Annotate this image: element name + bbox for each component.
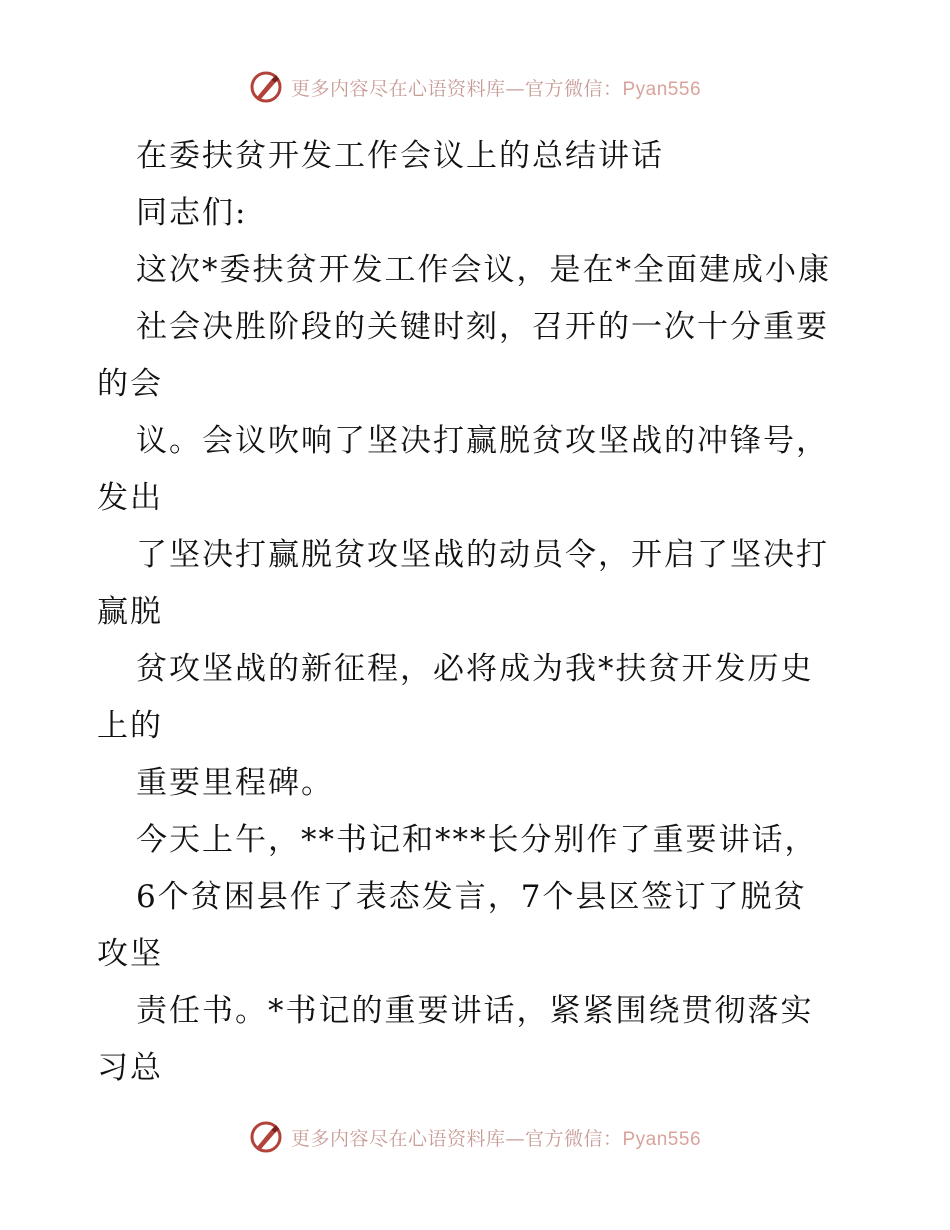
text-line: 重要里程碑。 [136,765,334,801]
text-line: 6个贫困县作了表态发言，7个县区签订了脱贫 [136,879,807,915]
text-line: 了坚决打赢脱贫攻坚战的动员令，开启了坚决打 [136,537,829,573]
text-line: 贫攻坚战的新征程，必将成为我*扶贫开发历史 [136,651,814,687]
text-line: 社会决胜阶段的关键时刻，召开的一次十分重要 [136,309,829,345]
text-line: 发出 [97,480,163,516]
document-title: 在委扶贫开发工作会议上的总结讲话 [136,138,664,174]
footer-banner [0,1120,950,1160]
text-line: 的会 [97,366,163,402]
banner-text: 更多内容尽在心语资料库—官方微信：Pyan556 [290,77,702,100]
document-body [97,128,857,1097]
pen-logo-icon [249,70,283,104]
text-line: 今天上午，**书记和***长分别作了重要讲话， [136,822,818,858]
text-line: 上的 [97,708,163,744]
pen-logo-icon [249,1120,283,1154]
text-line: 习总 [97,1050,163,1086]
text-line: 赢脱 [97,594,163,630]
greeting: 同志们: [136,195,248,231]
text-line: 攻坚 [97,936,163,972]
header-banner [0,70,950,110]
text-line: 这次*委扶贫开发工作会议，是在*全面建成小康 [136,252,831,288]
text-line: 责任书。*书记的重要讲话，紧紧围绕贯彻落实 [136,993,814,1029]
banner-text: 更多内容尽在心语资料库—官方微信：Pyan556 [290,1127,702,1150]
text-line: 议。会议吹响了坚决打赢脱贫攻坚战的冲锋号， [136,423,829,459]
